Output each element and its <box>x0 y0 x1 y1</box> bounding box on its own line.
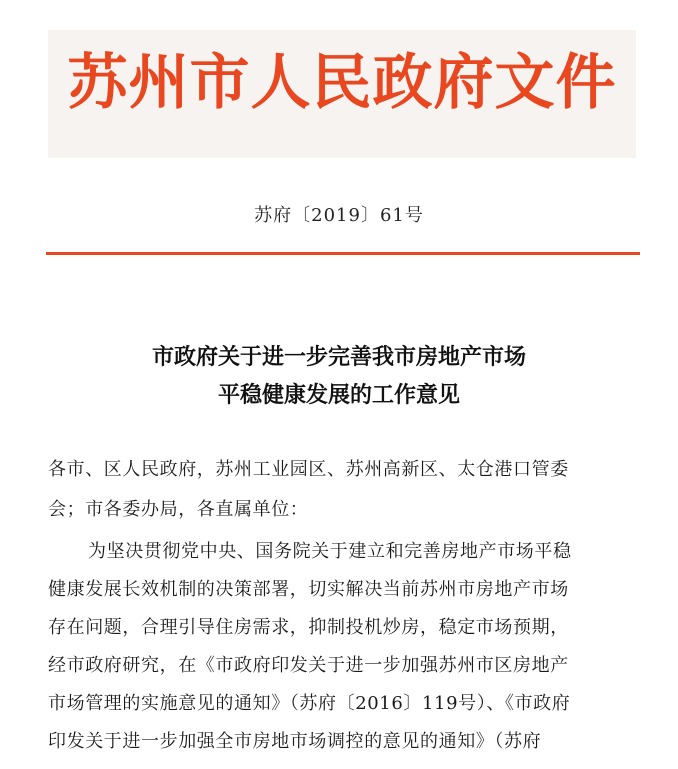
body-paragraph-line: 存在问题，合理引导住房需求，抑制投机炒房，稳定市场预期， <box>48 617 569 638</box>
document-title-line-1: 市政府关于进一步完善我市房地产市场 <box>151 344 526 370</box>
document-number: 苏府〔2019〕61号 <box>254 205 424 226</box>
document-title-line-2: 平稳健康发展的工作意见 <box>217 382 460 408</box>
body-paragraph-line: 印发关于进一步加强全市房地市场调控的意见的通知》（苏府 <box>48 731 542 752</box>
red-divider-line <box>46 252 640 255</box>
salutation-line-1: 各市、区人民政府，苏州工业园区、苏州高新区、太仓港口管委 <box>48 459 569 480</box>
body-paragraph-line: 健康发展长效机制的决策部署，切实解决当前苏州市房地产市场 <box>48 579 569 600</box>
body-paragraph-line: 市场管理的实施意见的通知》（苏府〔2016〕119号）、《市政府 <box>48 693 571 714</box>
salutation-line-2: 会；市各委办局，各直属单位： <box>48 499 309 520</box>
issuer-title: 苏州市人民政府文件 <box>67 48 617 118</box>
body-paragraph-line: 经市政府研究，在《市政府印发关于进一步加强苏州市区房地产 <box>48 655 569 676</box>
body-paragraph-line: 为坚决贯彻党中央、国务院关于建立和完善房地产市场平稳 <box>88 541 572 562</box>
